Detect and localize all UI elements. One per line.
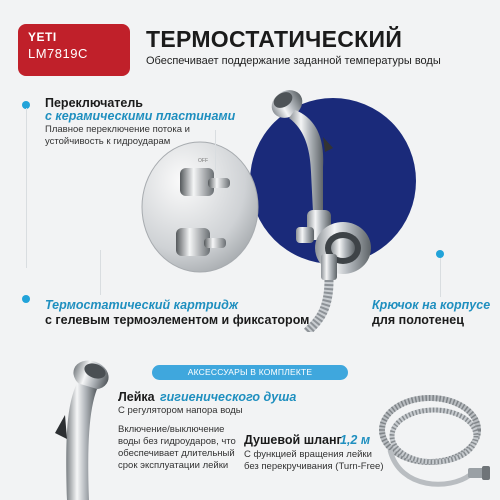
handshower-desc2: Включение/выключение воды без гидроударов, что обеспечивает длительный срок эксплуатации лейки [118, 424, 236, 471]
accessories-label: АКСЕССУАРЫ В КОМПЛЕКТЕ [152, 365, 348, 380]
handshower-holder-image [255, 82, 405, 332]
switch-guide-line [26, 108, 27, 268]
hose-title: Душевой шланг [244, 433, 342, 447]
switch-pointer-line [215, 130, 216, 170]
hook-highlight: Крючок на корпусе [372, 298, 491, 312]
hook-dot [436, 250, 444, 258]
brand-name: YETI [28, 30, 57, 44]
cartridge-title: с гелевым термоэлементом и фиксатором [45, 313, 310, 327]
page-subtitle: Обеспечивает поддержание заданной температуры воды [146, 55, 441, 67]
hook-guide-line [440, 255, 441, 297]
switch-title: Переключатель [45, 96, 143, 110]
hook-title: для полотенец [372, 313, 464, 327]
switch-desc: Плавное переключение потока и устойчивость к гидроударам [45, 124, 190, 147]
hose-desc: С функцией вращения лейки без перекручивания (Turn-Free) [244, 449, 384, 472]
plate-off-label: OFF [198, 158, 208, 164]
cartridge-guide-line [100, 250, 101, 295]
hose-highlight: 1,2 м [340, 433, 371, 447]
switch-highlight: с керамическими пластинами [45, 109, 236, 123]
handshower-highlight: гигиенического душа [160, 390, 297, 404]
handshower-desc1: С регулятором напора воды [118, 405, 243, 416]
brand-badge [18, 24, 130, 76]
hose-image [370, 390, 498, 500]
mixer-plate-image [140, 140, 260, 275]
handshower-image [45, 355, 115, 500]
cartridge-highlight: Термостатический картридж [45, 298, 239, 312]
handshower-title: Лейка [118, 390, 155, 404]
model-code: LM7819C [28, 46, 88, 61]
cartridge-dot [22, 295, 30, 303]
page-title: ТЕРМОСТАТИЧЕСКИЙ [146, 26, 403, 52]
